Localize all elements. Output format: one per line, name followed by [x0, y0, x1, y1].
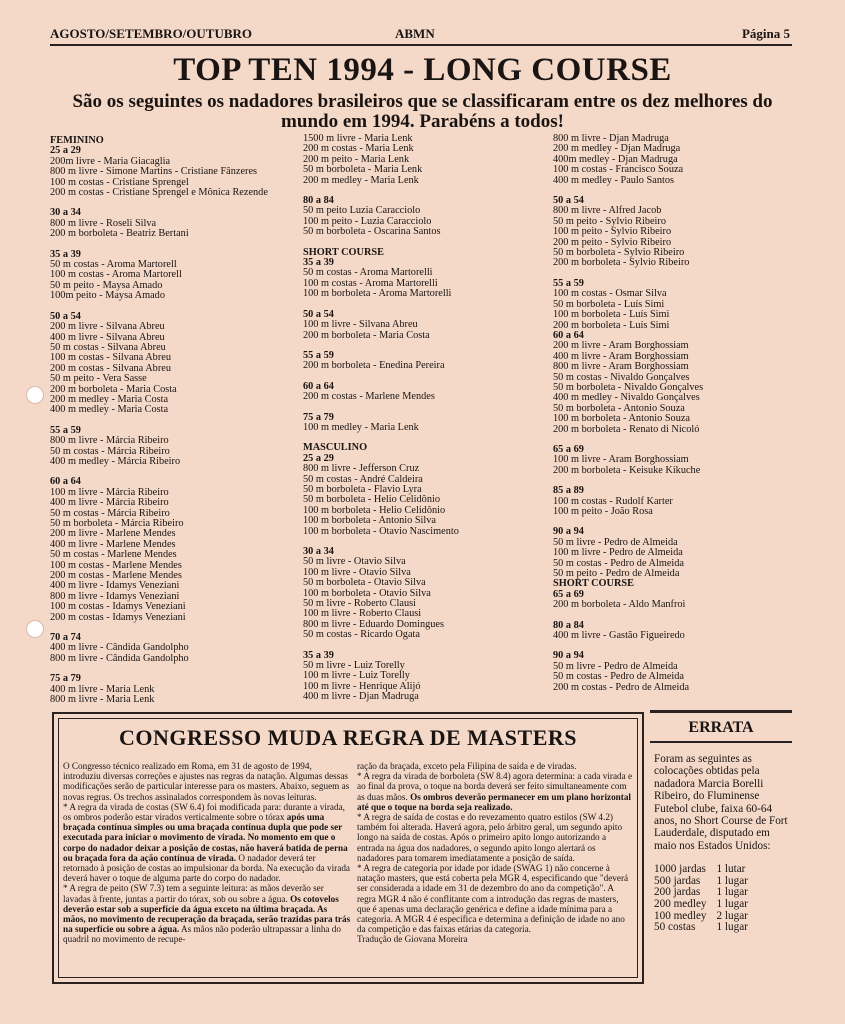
result-line: 400m medley - Djan Madruga [553, 153, 678, 165]
result-line: 50 m costas - Aroma Martorelli [303, 267, 433, 279]
errata-cell: 1 lugar [716, 898, 748, 911]
result-line: 50 m borboleta - Otavio Silva [303, 577, 426, 589]
category-heading: 30 a 34 [50, 207, 81, 219]
spacer [50, 664, 268, 674]
article-segment: As mãos não poderão ultrapassar a linha do quadril no movimento de recupe- [63, 924, 341, 945]
category-heading: SHORT COURSE [303, 246, 384, 258]
result-line: 1500 m livre - Maria Lenk [303, 133, 413, 144]
article-segment: * A regra da virada de borboleta (SW 8.4) agora determina: a cada virada e ao final da prova, o toque na borda deverá ser feito simultaneamente com as duas mãos. [357, 771, 633, 802]
result-line: 200 m borboleta - Luís Simi [553, 319, 670, 331]
result-line: 400 m medley - Nivaldo Gonçalves [553, 392, 700, 404]
result-line: 50 m costas - Marlene Mendes [50, 549, 177, 561]
category-heading: 50 a 54 [303, 308, 334, 320]
category-heading: 65 a 69 [553, 588, 584, 600]
category-heading: 85 a 89 [553, 485, 584, 497]
result-line: 800 m livre - Márcia Ribeiro [50, 435, 169, 447]
result-line: 100 m medley - Maria Lenk [303, 421, 419, 433]
result-line: 50 m costas - Aroma Martorell [50, 259, 177, 271]
result-line: 200 m livre - Silvana Abreu [50, 321, 165, 333]
result-line: 50 m peito - Maysa Amado [50, 279, 163, 291]
result-line: 50 m borboleta - Oscarina Santos [303, 226, 441, 238]
result-line: 50 m peito - Vera Sasse [50, 373, 147, 385]
result-line: 200 m borboleta - Maria Costa [50, 383, 177, 395]
category-heading: 60 a 64 [303, 380, 334, 392]
result-line: 800 m livre - Idamys Veneziani [50, 590, 180, 602]
result-line: 50 m costas - Pedro de Almeida [553, 671, 684, 683]
category-heading: 35 a 39 [50, 248, 81, 260]
result-line: 50 m borboleta - Luís Simi [553, 298, 665, 310]
result-line: 50 m livre - Pedro de Almeida [553, 660, 678, 672]
errata-cell: 1 lugar [716, 921, 748, 934]
result-line: 800 m livre - Roseli Silva [50, 217, 157, 229]
result-line: 100 m livre - Luiz Torelly [303, 670, 410, 682]
errata-cell: 100 medley [654, 909, 707, 922]
result-line: 100 m costas - Silvana Abreu [50, 352, 171, 364]
binder-hole [26, 620, 44, 638]
result-line: 200 m livre - Marlene Mendes [50, 528, 176, 540]
publication-name: ABMN [395, 26, 435, 41]
category-heading: 50 a 54 [553, 195, 584, 207]
result-line: 200 m borboleta - Beatriz Bertani [50, 228, 189, 240]
result-line: 100 m livre - Márcia Ribeiro [50, 486, 169, 498]
result-line: 50 m borboleta - Antonio Souza [553, 402, 685, 414]
result-line: 50 m borboleta - Nivaldo Gonçalves [553, 381, 704, 393]
result-line: 400 m livre - Silvana Abreu [50, 331, 165, 343]
result-line: 50 m costas - Pedro de Almeida [553, 557, 684, 569]
result-line: 400 m medley - Maria Costa [50, 404, 169, 416]
article-segment: O nadador deverá ter retornado à posição de costas ao impulsionar da borda. Na execução da virada deverá haver o toque de alguma parte do corpo do nadador. [63, 852, 350, 884]
result-line: 100 m borboleta - Otavio Silva [303, 587, 431, 599]
category-heading: 30 a 34 [303, 546, 334, 557]
errata-cell: 2 lugar [716, 909, 748, 922]
result-line: 100 m peito - Luzia Caracciolo [303, 215, 432, 227]
result-line: 100 m costas - Osmar Silva [553, 288, 667, 300]
result-line: 800 m livre - Jefferson Cruz [303, 463, 420, 475]
result-line: 800 m livre - Aram Borghossiam [553, 361, 689, 373]
article-segment: * A regra da virada de costas (SW 6.4) foi modificada para: durante a virada, os ombros poderão estar virados verticalmente sobre o tórax [63, 801, 345, 823]
result-line: 50 m livre - Otavio Silva [303, 556, 406, 568]
spacer [50, 302, 268, 312]
result-line: 200 m borboleta - Renato di Nicoló [553, 423, 700, 435]
result-line: 100 m borboleta - Aroma Martorelli [303, 288, 452, 300]
result-line: 200 m borboleta - Maria Costa [303, 329, 430, 341]
article-column-right [357, 761, 633, 945]
result-line: 800 m livre - Cândida Gandolpho [50, 652, 189, 664]
result-line: 100 m costas - Aroma Martorelli [303, 277, 438, 289]
congresso-article [52, 712, 644, 984]
category-heading: 90 a 94 [553, 650, 584, 662]
result-line: 50 m livre - Roberto Clausi [303, 598, 416, 610]
errata-row [650, 899, 754, 911]
result-line: 50 m costas - Márcia Ribeiro [50, 445, 170, 457]
result-line: 800 m livre - Alfred Jacob [553, 205, 662, 217]
category-heading: 75 a 79 [303, 411, 334, 423]
result-line: 200m livre - Maria Giacaglia [50, 155, 171, 167]
result-line: 200 m borboleta - Enedina Pereira [303, 360, 445, 372]
category-heading: 55 a 59 [50, 424, 81, 436]
result-line: 400 m medley - Paulo Santos [553, 174, 674, 186]
article-segment: Tradução de Giovana Moreira [357, 934, 468, 945]
result-line: 100 m costas - Marlene Mendes [50, 559, 182, 571]
result-line: 200 m borboleta - Keisuke Kikuche [553, 464, 701, 476]
result-line: 50 m borboleta - Márcia Ribeiro [50, 518, 184, 529]
article-segment: * A regra de peito (SW 7.3) tem a seguinte leitura: as mãos deverão ser lavadas à frente, juntas a partir do tórax, sob ou sobre a água. [63, 883, 324, 904]
result-line: 800 m livre - Djan Madruga [553, 133, 669, 144]
result-line: 100 m livre - Silvana Abreu [303, 319, 418, 331]
errata-cell: 50 costas [654, 921, 696, 934]
result-line: 100 m peito - João Rosa [553, 506, 653, 517]
category-heading: 60 a 64 [50, 476, 81, 488]
result-line: 50 m costas - André Caldeira [303, 473, 423, 485]
category-heading: FEMININO [50, 135, 104, 146]
result-line: 100 m borboleta - Antonio Souza [553, 413, 690, 425]
article-column-left [63, 761, 351, 945]
category-heading: 55 a 59 [303, 349, 334, 361]
spacer [50, 240, 268, 250]
category-heading: 75 a 79 [50, 673, 81, 685]
result-line: 100 m livre - Roberto Clausi [303, 608, 422, 620]
result-line: 200 m costas - Marlene Mendes [50, 570, 182, 582]
category-heading: 55 a 59 [553, 277, 584, 289]
result-line: 100 m costas - Rudolf Karter [553, 495, 673, 507]
result-line: 100 m peito - Sylvio Ribeiro [553, 226, 672, 238]
result-line: 50 m livre - Luiz Torelly [303, 660, 405, 672]
article-segment: * A regra de categoria por idade por idade (SWAG 1) não concerne à natação masters, que está coberta pela MGR 4, especificando que "deverá ser considerada a idade em 31 de dezembro do ano da competição". A regra MGR 4 não é conflitante com a introdução das regras de masters, que é apenas uma declaração genérica e define a idade mínima para a categoria. A MGR 4 é específica e determina a definição de idade no ano da competição e das faixas etárias da categoria. [357, 863, 629, 935]
result-line: 50 m costas - Nivaldo Gonçalves [553, 371, 690, 383]
page-subtitle: São os seguintes os nadadores brasileiros que se classificaram entre os dez melhores do mundo em 1994. Parabéns a todos! [72, 91, 773, 132]
result-line: 200 m medley - Djan Madruga [553, 143, 681, 155]
result-line: 50 m peito - Sylvio Ribeiro [553, 215, 666, 227]
result-line: 50 m borboleta - Flavio Lyra [303, 483, 422, 495]
errata-cell: 1 lutar [716, 863, 746, 876]
result-line: 100 m borboleta - Luís Simi [553, 309, 670, 321]
result-line: 400 m livre - Márcia Ribeiro [50, 497, 169, 509]
results-column-2 [303, 134, 459, 703]
errata-cell: 200 medley [654, 898, 707, 911]
result-line: 100 m borboleta - Antonio Silva [303, 515, 436, 527]
result-line: 100 m livre - Otavio Silva [303, 566, 411, 578]
result-line: 200 m borboleta - Sylvio Ribeiro [553, 257, 690, 269]
binder-hole [26, 386, 44, 404]
issue-date: AGOSTO/SETEMBRO/OUTUBRO [50, 26, 253, 41]
page-header [50, 22, 792, 46]
result-line: 200 m costas - Maria Lenk [303, 143, 414, 155]
result-line: 200 m costas - Pedro de Almeida [553, 681, 690, 693]
spacer [50, 623, 268, 633]
result-line: 50 m borboleta - Maria Lenk [303, 164, 423, 176]
errata-cell: 1000 jardas [654, 863, 706, 876]
article-emphasis: Os cotovelos deverão estar sob a superfície da água exceto na última braçada. As mãos, no movimento de recuperação da braçada, serão trazidas para trás na superfície ou sobre a água. [63, 893, 351, 935]
category-heading: 70 a 74 [50, 632, 81, 644]
article-text [357, 761, 633, 945]
result-line: 200 m costas - Marlene Mendes [303, 391, 435, 403]
category-heading: 80 a 84 [553, 619, 584, 631]
result-line: 400 m livre - Marlene Mendes [50, 538, 176, 550]
result-line: 50 m costas - Márcia Ribeiro [50, 507, 170, 519]
article-border [58, 718, 638, 978]
category-heading: 35 a 39 [303, 257, 334, 269]
result-line: 50 m peito Luzia Caracciolo [303, 205, 421, 217]
result-line: 400 m livre - Maria Lenk [50, 683, 155, 695]
errata-table [650, 864, 754, 934]
result-line: 400 m medley - Márcia Ribeiro [50, 455, 181, 467]
result-line: 200 m peito - Maria Lenk [303, 153, 410, 165]
errata-section [650, 710, 792, 934]
result-line: 50 m costas - Silvana Abreu [50, 341, 166, 353]
result-line: 200 m livre - Aram Borghossiam [553, 340, 689, 352]
result-line: 200 m borboleta - Aldo Manfroi [553, 599, 686, 611]
errata-cell: 500 jardas [654, 874, 701, 887]
result-line: 100m peito - Maysa Amado [50, 290, 165, 302]
category-heading: 65 a 69 [553, 443, 584, 455]
result-line: 400 m livre - Djan Madruga [303, 691, 419, 703]
results-column-1 [50, 136, 268, 706]
result-line: 400 m livre - Idamys Veneziani [50, 580, 180, 592]
errata-cell: 1 lugar [716, 874, 748, 887]
result-line: 50 m peito - Pedro de Almeida [553, 568, 680, 580]
result-line: 100 m livre - Henrique Alijó [303, 680, 421, 692]
result-line: 100 m costas - Francisco Souza [553, 164, 684, 176]
category-heading: MASCULINO [303, 442, 368, 454]
errata-text: Foram as seguintes as colocações obtidas pela nadadora Marcia Borelli Ribeiro, do Fluminense Futebol clube, faixa 60-64 anos, no Short Course de Fort Lauderdale, disputado em maio nos Estados Unidos: [654, 753, 788, 852]
article-segment: ração da braçada, exceto pela Filipina de saída e de viradas. [357, 761, 577, 771]
result-line: 100 m borboleta - Helio Celidônio [303, 504, 446, 516]
spacer [50, 467, 268, 477]
result-line: 100 m livre - Pedro de Almeida [553, 547, 683, 559]
result-line: 50 m costas - Ricardo Ogata [303, 629, 420, 641]
result-line: 50 m borboleta - Helio Celidônio [303, 494, 440, 506]
result-line: 50 m livre - Pedro de Almeida [553, 536, 678, 548]
errata-row [650, 922, 754, 934]
result-line: 200 m medley - Maria Lenk [303, 174, 419, 186]
result-line: 200 m costas - Cristiane Sprengel e Mônica Rezende [50, 187, 268, 199]
article-emphasis: Os ombros deverão permanecer em um plano horizontal até que o toque na borda seja realizado. [357, 791, 631, 812]
article-emphasis: após uma braçada contínua simples ou uma braçada contínua dupla que pode ser executada para iniciar o movimento de virada. No momento em que o corpo do nadador deixar a posição de costas, não haverá batida de perna ou braçada fora da ação contínua de virada. [63, 812, 348, 863]
result-line: 100 m costas - Idamys Veneziani [50, 601, 186, 613]
result-line: 100 m costas - Cristiane Sprengel [50, 176, 189, 188]
category-heading: 25 a 29 [303, 452, 334, 464]
page-title: TOP TEN 1994 - LONG COURSE [173, 52, 672, 88]
spacer [50, 198, 268, 208]
errata-cell: 1 lugar [716, 886, 748, 899]
article-title: CONGRESSO MUDA REGRA DE MASTERS [118, 725, 577, 750]
article-segment: O Congresso técnico realizado em Roma, em 31 de agosto de 1994, introduziu diversas correções e ajustes nas regras da natação. Algumas dessas modificações serão de particular interesse para os masters. Abaixo, seguem as novas regras. Os trechos assinalados correspondem às novas leituras. [63, 761, 350, 802]
result-line: 100 m borboleta - Otavio Nascimento [303, 525, 459, 537]
result-line: 200 m costas - Silvana Abreu [50, 362, 171, 374]
category-heading: 25 a 29 [50, 145, 81, 157]
errata-cell: 200 jardas [654, 886, 701, 899]
result-line: 100 m costas - Aroma Martorell [50, 269, 182, 281]
result-line: 200 m peito - Sylvio Ribeiro [553, 236, 672, 248]
result-line: 800 m livre - Simone Martins - Cristiane Fânzeres [50, 166, 258, 178]
category-heading: 50 a 54 [50, 310, 81, 322]
result-line: 200 m medley - Maria Costa [50, 393, 169, 405]
result-line: 400 m livre - Aram Borghossiam [553, 350, 689, 362]
category-heading: 80 a 84 [303, 195, 334, 207]
category-heading: 35 a 39 [303, 649, 334, 661]
result-line: 200 m costas - Idamys Veneziani [50, 611, 186, 623]
category-heading: 90 a 94 [553, 526, 584, 538]
result-line: 50 m borboleta - Sylvio Ribeiro [553, 247, 685, 259]
page-number: Página 5 [741, 26, 790, 41]
category-heading: 60 a 64 [553, 329, 584, 341]
article-text [63, 761, 351, 945]
result-line: 800 m livre - Eduardo Domingues [303, 618, 444, 630]
spacer [50, 416, 268, 426]
errata-title: ERRATA [650, 710, 792, 743]
result-line: 400 m livre - Cândida Gandolpho [50, 642, 189, 654]
article-segment: * A regra de saída de costas e do revezamento quatro estilos (SW 4.2) também foi alterada. Haverá agora, pelo árbitro geral, um segundo apito longo na saída de costas. Após o primeiro apito longo autorizando a entrada na água dos nadadores, o segundo apito longo alertará os nadadores para tomarem imediatamente a posição de saída. [357, 812, 623, 863]
category-heading: SHORT COURSE [553, 578, 634, 590]
result-line: 100 m livre - Aram Borghossiam [553, 454, 689, 466]
result-line: 400 m livre - Gastão Figueiredo [553, 630, 685, 642]
result-line: 800 m livre - Maria Lenk [50, 694, 155, 706]
results-column-3 [553, 134, 703, 693]
